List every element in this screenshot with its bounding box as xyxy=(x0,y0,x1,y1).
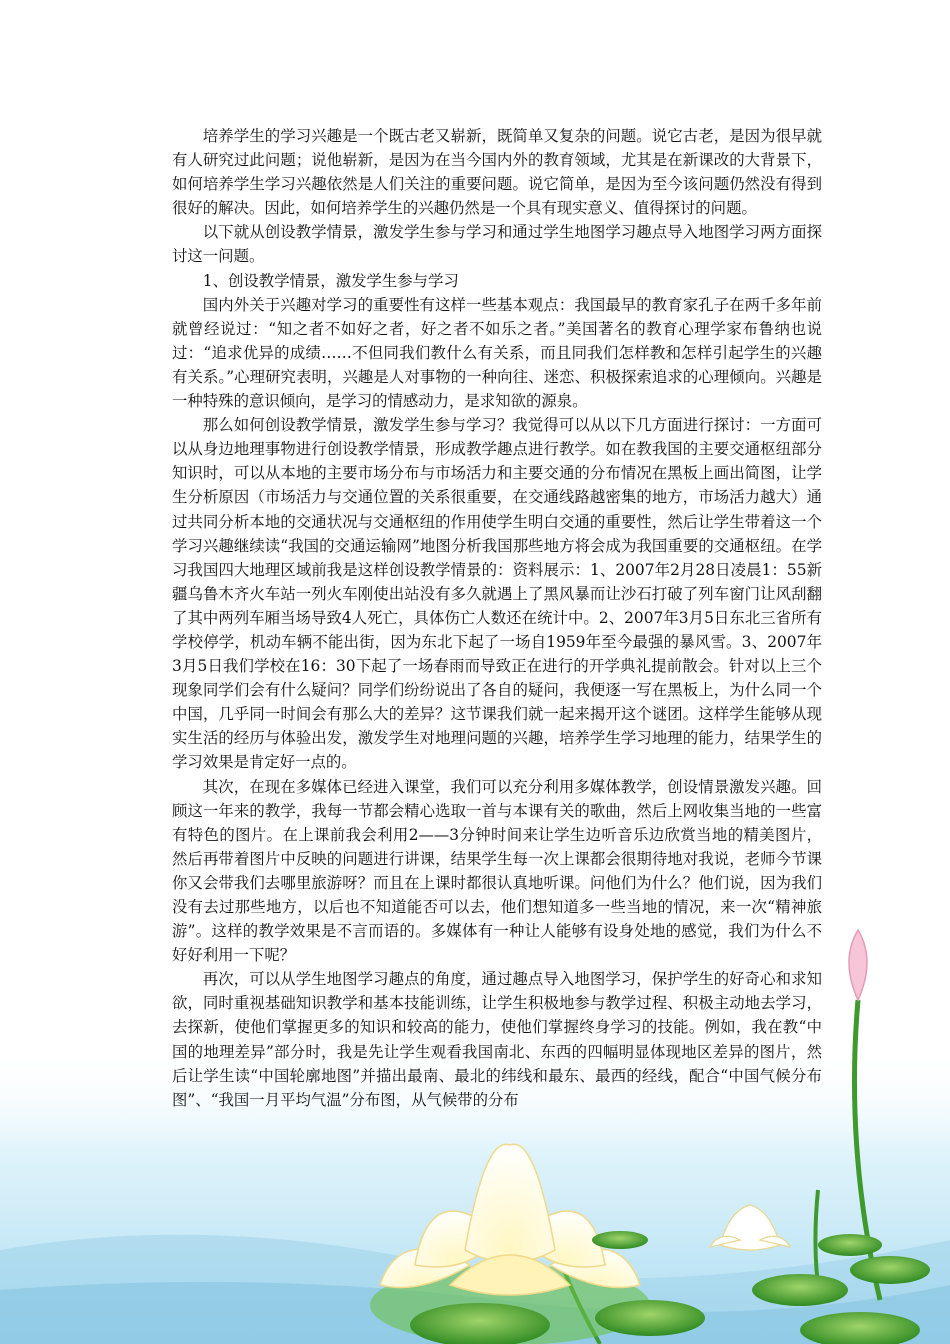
article-body xyxy=(172,124,822,1112)
lotus-bud-icon xyxy=(849,930,867,1000)
paragraph-multimedia: 其次，在现在多媒体已经进入课堂，我们可以充分利用多媒体教学，创设情景激发兴趣。回顾这一年来的教学，我每一节都会精心选取一首与本课有关的歌曲，然后上网收集当地的一些富有特色的图片。在上课前我会利用2——3分钟时间来让学生边听音乐边欣赏当地的精美图片，然后再带着图片中反映的问题进行讲课，结果学生每一次上课都会很期待地对我说，老师今节课你又会带我们去哪里旅游呀？而且在上课时都很认真地听课。问他们为什么？他们说，因为我们没有去过那些地方，以后也不知道能否可以去，他们想知道多一些当地的情况，来一次“精神旅游”。这样的教学效果是不言而语的。多媒体有一种让人能够有设身处地的感觉，我们为什么不好好利用一下呢？ xyxy=(172,777,822,965)
paragraph-map-learning: 再次，可以从学生地图学习趣点的角度，通过趣点导入地图学习，保护学生的好奇心和求知欲，同时重视基础知识教学和基本技能训练，让学生积极地参与教学过程、积极主动地去学习，去探新，使他们掌握更多的知识和较高的能力，使他们掌握终身学习的技能。例如，我在教“中国的地理差异”部分时，我是先让学生观看我国南北、东西的四幅明显体现地区差异的图片，然后让学生读“中国轮廓地图”并描出最南、最北的纬线和最东、最西的经线，配合“中国气候分布图”、“我国一月平均气温”分布图，从气候带的分布 xyxy=(172,970,822,1109)
paragraph-intro: 培养学生的学习兴趣是一个既古老又崭新，既简单又复杂的问题。说它古老，是因为很早就有人研究过此问题；说他崭新，是因为在当今国内外的教育领域，尤其是在新课改的大背景下，如何培养学生学习兴趣依然是人们关注的重要问题。说它简单，是因为至今该问题仍然没有得到很好的解决。因此，如何培养学生的兴趣仍然是一个具有现实意义、值得探讨的问题。 xyxy=(172,127,822,218)
paragraph-teaching-scenario: 那么如何创设教学情景，激发学生参与学习？我觉得可以从以下几方面进行探讨：一方面可以从身边地理事物进行创设教学情景，形成教学趣点进行教学。如在教我国的主要交通枢纽部分知识时，可以从本地的主要市场分布与市场活力和主要交通的分布情况在黑板上画出简图，让学生分析原因（市场活力与交通位置的关系很重要，在交通线路越密集的地方，市场活力越大）通过共同分析本地的交通状况与交通枢纽的作用使学生明白交通的重要性，然后让学生带着这一个学习兴趣继续读“我国的交通运输网”地图分析我国那些地方将会成为我国重要的交通枢纽。在学习我国四大地理区域前我是这样创设教学情景的：资料展示：1、2007年2月28日凌晨1：55新疆乌鲁木齐火车站一列火车刚使出站没有多久就遇上了黑风暴而让沙石打破了列车窗门让风刮翻了其中两列车厢当场导致4人死亡，具体伤亡人数还在统计中。2、2007年3月5日东北三省所有学校停学，机动车辆不能出街，因为东北下起了一场自1959年至今最强的暴风雪。3、2007年3月5日我们学校在16：30下起了一场春雨而导致正在进行的开学典礼提前散会。针对以上三个现象同学们会有什么疑问？同学们纷纷说出了各自的疑问，我便逐一写在黑板上，为什么同一个中国，几乎同一时间会有那么大的差异？这节课我们就一起来揭开这个谜团。这样学生能够从现实生活的经历与体验出发，激发学生对地理问题的兴趣，培养学生学习地理的能力，结果学生的学习效果是肯定好一点的。 xyxy=(172,416,822,772)
paragraph-overview: 以下就从创设教学情景，激发学生参与学习和通过学生地图学习趣点导入地图学习两方面探讨这一问题。 xyxy=(172,223,822,266)
paragraph-interest-views: 国内外关于兴趣对学习的重要性有这样一些基本观点：我国最早的教育家孔子在两千多年前就曾经说过：“知之者不如好之者，好之者不如乐之者。”美国著名的教育心理学家布鲁纳也说过：“追求优异的成绩……不但同我们教什么有关系，而且同我们怎样教和怎样引起学生的兴趣有关系。”心理研究表明，兴趣是人对事物的一种向往、迷恋、积极探索追求的心理倾向。兴趣是一种特殊的意识倾向，是学习的情感动力，是求知欲的源泉。 xyxy=(172,295,822,411)
section-heading: 1、创设教学情景，激发学生参与学习 xyxy=(202,271,459,290)
